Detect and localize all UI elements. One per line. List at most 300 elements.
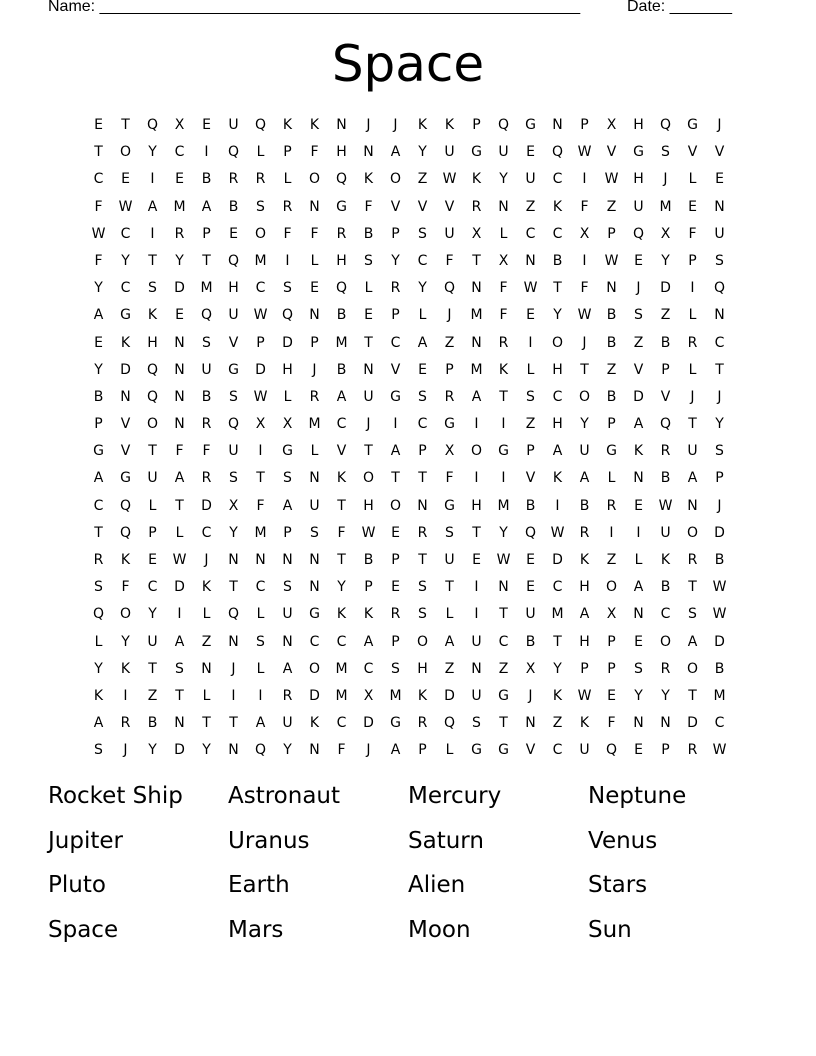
grid-letter: E	[688, 198, 697, 215]
grid-letter: K	[417, 687, 428, 704]
word-bank-item: Uranus	[228, 827, 310, 854]
grid-letter: R	[579, 524, 590, 541]
grid-letter: U	[687, 443, 698, 460]
grid-letter: N	[309, 552, 320, 568]
grid-letter: G	[471, 742, 482, 759]
grid-letter: N	[417, 497, 428, 514]
grid-letter: I	[258, 687, 263, 704]
grid-letter: O	[308, 171, 321, 188]
grid-letter: Z	[147, 687, 158, 704]
grid-letter: L	[364, 280, 373, 297]
grid-letter: Y	[661, 252, 670, 269]
grid-letter: Y	[391, 252, 400, 269]
grid-letter: R	[282, 687, 293, 704]
grid-letter: T	[688, 687, 697, 704]
grid-letter: E	[310, 280, 319, 297]
grid-letter: S	[688, 606, 697, 623]
grid-letter: Y	[418, 144, 427, 161]
grid-letter: O	[605, 579, 618, 596]
grid-letter: W	[253, 307, 268, 324]
grid-letter: U	[579, 443, 590, 460]
grid-letter: P	[94, 416, 103, 433]
grid-letter: B	[660, 334, 671, 351]
grid-letter: D	[282, 334, 293, 351]
grid-letter: F	[310, 144, 319, 161]
grid-letter: V	[336, 443, 347, 460]
grid-letter: L	[310, 443, 319, 460]
grid-letter: K	[633, 443, 644, 460]
grid-letter: V	[606, 144, 617, 161]
grid-letter: O	[254, 225, 267, 242]
grid-letter: H	[417, 660, 428, 677]
grid-letter: O	[578, 388, 591, 405]
grid-letter: N	[282, 552, 293, 568]
grid-letter: B	[714, 552, 725, 568]
grid-letter: V	[687, 144, 698, 161]
grid-letter: C	[309, 633, 320, 650]
grid-letter: P	[661, 361, 670, 378]
grid-letter: H	[579, 579, 590, 596]
grid-letter: Q	[443, 715, 456, 732]
grid-letter: C	[93, 497, 104, 514]
grid-letter: H	[579, 633, 590, 650]
grid-letter: C	[714, 715, 725, 732]
grid-letter: G	[336, 198, 347, 215]
grid-letter: I	[582, 252, 587, 269]
grid-letter: F	[499, 280, 508, 297]
grid-letter: V	[714, 144, 725, 161]
grid-letter: S	[661, 144, 670, 161]
word-bank-item: Neptune	[588, 783, 687, 809]
grid-letter: Y	[121, 633, 130, 650]
grid-letter: F	[283, 225, 292, 242]
grid-letter: G	[309, 606, 320, 623]
grid-letter: I	[177, 606, 182, 623]
grid-letter: Z	[552, 715, 563, 732]
grid-letter: N	[228, 552, 239, 568]
grid-letter: Q	[254, 742, 267, 759]
grid-letter: G	[444, 416, 455, 433]
grid-letter: A	[633, 579, 644, 596]
grid-letter: E	[94, 334, 103, 351]
grid-letter: Y	[94, 660, 103, 677]
grid-letter: C	[336, 416, 347, 433]
grid-letter: N	[687, 497, 698, 514]
grid-letter: S	[526, 388, 535, 405]
grid-letter: B	[660, 579, 671, 596]
grid-letter: C	[120, 280, 131, 297]
grid-letter: R	[687, 552, 698, 568]
grid-letter: R	[390, 280, 401, 297]
grid-letter: P	[391, 552, 400, 568]
grid-letter: O	[146, 416, 159, 433]
grid-letter: D	[201, 497, 212, 514]
grid-letter: G	[498, 443, 509, 460]
grid-letter: V	[417, 198, 428, 215]
grid-letter: C	[147, 579, 158, 596]
grid-letter: Z	[498, 660, 509, 677]
grid-letter: K	[471, 171, 482, 188]
grid-letter: P	[661, 742, 670, 759]
grid-letter: T	[418, 552, 427, 568]
grid-letter: R	[228, 171, 239, 188]
grid-letter: Q	[227, 252, 240, 269]
grid-letter: Q	[92, 606, 105, 623]
grid-letter: A	[687, 470, 698, 487]
grid-letter: I	[555, 497, 560, 514]
grid-letter: Z	[525, 416, 536, 433]
grid-letter: X	[282, 416, 293, 433]
grid-letter: R	[201, 416, 212, 433]
grid-letter: R	[174, 225, 185, 242]
grid-letter: M	[470, 361, 483, 378]
grid-letter: O	[416, 633, 429, 650]
grid-letter: I	[393, 416, 398, 433]
word-bank-item: Earth	[228, 872, 290, 898]
grid-letter: A	[390, 742, 401, 759]
grid-letter: V	[390, 198, 401, 215]
grid-letter: N	[309, 307, 320, 324]
grid-letter: E	[607, 687, 616, 704]
grid-letter: D	[660, 280, 671, 297]
grid-letter: U	[444, 552, 455, 568]
grid-letter: D	[174, 280, 185, 297]
grid-letter: N	[552, 117, 563, 133]
grid-letter: F	[256, 497, 265, 514]
grid-letter: M	[389, 687, 402, 704]
grid-letter: P	[688, 252, 697, 269]
grid-letter: A	[579, 470, 590, 487]
word-bank-item: Moon	[408, 916, 471, 943]
grid-letter: E	[472, 552, 481, 568]
grid-letter: D	[552, 552, 563, 568]
grid-letter: C	[660, 606, 671, 623]
worksheet-header	[48, 0, 732, 16]
grid-letter: O	[659, 633, 672, 650]
grid-letter: Z	[606, 198, 617, 215]
grid-letter: N	[714, 307, 725, 324]
grid-letter: X	[606, 606, 617, 623]
grid-letter: I	[150, 225, 155, 242]
grid-letter: T	[175, 687, 184, 704]
grid-letter: S	[148, 280, 157, 297]
grid-letter: Q	[254, 117, 267, 133]
grid-letter: U	[228, 307, 239, 324]
grid-letter: R	[93, 552, 104, 568]
grid-letter: N	[471, 660, 482, 677]
grid-letter: N	[120, 388, 131, 405]
grid-letter: V	[660, 388, 671, 405]
grid-letter: B	[525, 497, 536, 514]
grid-letter: W	[550, 524, 565, 541]
grid-letter: Q	[227, 144, 240, 161]
grid-letter: E	[634, 742, 643, 759]
grid-letter: Q	[497, 117, 510, 133]
grid-letter: N	[363, 361, 374, 378]
grid-letter: R	[282, 198, 293, 215]
grid-letter: U	[147, 470, 158, 487]
grid-letter: K	[309, 117, 320, 133]
grid-letter: N	[471, 280, 482, 297]
grid-letter: J	[582, 334, 587, 351]
grid-letter: F	[688, 225, 697, 242]
grid-letter: P	[607, 633, 616, 650]
grid-letter: R	[309, 388, 320, 405]
grid-letter: F	[121, 579, 130, 596]
grid-letter: N	[363, 144, 374, 161]
grid-letter: P	[202, 225, 211, 242]
grid-letter: K	[120, 660, 131, 677]
grid-letter: O	[686, 660, 699, 677]
grid-letter: W	[496, 552, 511, 568]
grid-letter: S	[283, 280, 292, 297]
grid-letter: G	[444, 497, 455, 514]
grid-letter: I	[150, 171, 155, 188]
grid-letter: T	[148, 660, 157, 677]
grid-letter: W	[523, 280, 538, 297]
grid-letter: T	[121, 117, 130, 133]
grid-letter: B	[363, 225, 374, 242]
grid-letter: U	[579, 742, 590, 759]
grid-letter: W	[604, 252, 619, 269]
grid-letter: U	[660, 524, 671, 541]
grid-letter: S	[418, 606, 427, 623]
grid-letter: E	[94, 117, 103, 133]
grid-letter: Q	[146, 388, 159, 405]
grid-letter: F	[607, 715, 616, 732]
grid-letter: K	[552, 470, 563, 487]
grid-letter: N	[201, 660, 212, 677]
grid-letter: T	[499, 388, 508, 405]
grid-letter: T	[229, 715, 238, 732]
grid-letter: L	[283, 388, 292, 405]
grid-letter: Q	[713, 280, 726, 297]
grid-letter: Y	[229, 524, 238, 541]
grid-letter: Y	[661, 687, 670, 704]
grid-letter: Y	[148, 144, 157, 161]
grid-letter: L	[418, 307, 427, 324]
grid-letter: E	[148, 552, 157, 568]
grid-letter: B	[336, 361, 347, 378]
grid-letter: G	[282, 443, 293, 460]
grid-letter: W	[577, 687, 592, 704]
grid-letter: A	[147, 198, 158, 215]
grid-letter: Y	[499, 524, 508, 541]
grid-letter: X	[579, 225, 590, 242]
grid-letter: V	[390, 361, 401, 378]
word-bank-item: Saturn	[408, 827, 484, 854]
grid-letter: J	[204, 552, 209, 568]
grid-letter: J	[366, 742, 371, 759]
grid-letter: C	[390, 334, 401, 351]
grid-letter: X	[255, 416, 266, 433]
grid-letter: U	[363, 388, 374, 405]
grid-letter: R	[255, 171, 266, 188]
grid-letter: K	[120, 334, 131, 351]
grid-letter: L	[202, 687, 211, 704]
grid-letter: C	[552, 225, 563, 242]
grid-letter: U	[444, 225, 455, 242]
grid-letter: I	[474, 416, 479, 433]
grid-letter: B	[606, 388, 617, 405]
grid-letter: Q	[146, 117, 159, 133]
grid-letter: T	[202, 715, 211, 732]
grid-letter: A	[255, 715, 266, 732]
grid-letter: C	[552, 579, 563, 596]
grid-letter: H	[336, 144, 347, 161]
grid-letter: M	[200, 280, 213, 297]
word-bank-item: Pluto	[48, 872, 106, 898]
grid-letter: R	[417, 715, 428, 732]
grid-letter: I	[636, 524, 641, 541]
grid-letter: G	[228, 361, 239, 378]
grid-letter: K	[579, 552, 590, 568]
grid-letter: E	[229, 225, 238, 242]
grid-letter: J	[312, 361, 317, 378]
grid-letter: K	[363, 171, 374, 188]
grid-letter: P	[607, 416, 616, 433]
grid-letter: E	[634, 252, 643, 269]
grid-letter: R	[390, 606, 401, 623]
grid-letter: G	[633, 144, 644, 161]
grid-letter: C	[552, 171, 563, 188]
grid-letter: K	[120, 552, 131, 568]
word-bank-item: Sun	[588, 916, 632, 943]
grid-letter: D	[714, 524, 725, 541]
grid-letter: B	[714, 660, 725, 677]
grid-letter: X	[228, 497, 239, 514]
grid-letter: U	[525, 606, 536, 623]
grid-letter: P	[418, 742, 427, 759]
grid-letter: N	[498, 579, 509, 596]
grid-letter: Z	[201, 633, 212, 650]
grid-letter: U	[633, 198, 644, 215]
grid-letter: F	[337, 742, 346, 759]
grid-letter: P	[607, 660, 616, 677]
grid-letter: I	[474, 606, 479, 623]
grid-letter: T	[715, 361, 724, 378]
grid-letter: O	[389, 497, 402, 514]
grid-letter: I	[474, 579, 479, 596]
grid-letter: T	[688, 579, 697, 596]
grid-letter: K	[147, 307, 158, 324]
grid-letter: L	[688, 171, 697, 188]
grid-letter: Y	[94, 361, 103, 378]
grid-letter: U	[201, 361, 212, 378]
grid-letter: U	[309, 497, 320, 514]
grid-letter: T	[499, 715, 508, 732]
grid-letter: Q	[659, 416, 672, 433]
grid-letter: Q	[443, 280, 456, 297]
grid-letter: H	[336, 252, 347, 269]
grid-letter: E	[391, 524, 400, 541]
grid-letter: Y	[94, 280, 103, 297]
grid-letter: N	[174, 334, 185, 351]
grid-letter: C	[714, 334, 725, 351]
grid-letter: T	[94, 144, 103, 161]
grid-letter: A	[282, 497, 293, 514]
grid-letter: A	[687, 633, 698, 650]
grid-letter: T	[337, 497, 346, 514]
grid-letter: A	[444, 633, 455, 650]
grid-letter: W	[712, 579, 727, 596]
grid-letter: I	[501, 470, 506, 487]
grid-letter: B	[552, 252, 563, 269]
grid-letter: H	[228, 280, 239, 297]
grid-letter: L	[256, 144, 265, 161]
grid-letter: F	[202, 443, 211, 460]
grid-letter: H	[633, 171, 644, 188]
grid-letter: T	[256, 470, 265, 487]
grid-letter: P	[445, 361, 454, 378]
grid-letter: B	[606, 307, 617, 324]
grid-letter: V	[525, 742, 536, 759]
grid-letter: J	[717, 388, 722, 405]
grid-letter: J	[393, 117, 398, 133]
grid-letter: T	[94, 524, 103, 541]
grid-letter: P	[472, 117, 481, 133]
grid-letter: H	[552, 416, 563, 433]
grid-letter: A	[417, 334, 428, 351]
grid-letter: Y	[148, 742, 157, 759]
grid-letter: S	[418, 225, 427, 242]
grid-letter: N	[174, 416, 185, 433]
grid-letter: L	[526, 361, 535, 378]
grid-letter: W	[712, 742, 727, 759]
grid-letter: J	[717, 497, 722, 514]
grid-letter: S	[634, 307, 643, 324]
grid-letter: Z	[606, 361, 617, 378]
grid-letter: L	[256, 606, 265, 623]
grid-letter: S	[364, 252, 373, 269]
grid-letter: H	[633, 117, 644, 133]
grid-letter: L	[445, 742, 454, 759]
grid-letter: F	[175, 443, 184, 460]
grid-letter: L	[634, 552, 643, 568]
grid-letter: B	[525, 633, 536, 650]
grid-letter: E	[418, 361, 427, 378]
grid-letter: Y	[715, 416, 724, 433]
grid-letter: O	[308, 660, 321, 677]
grid-letter: T	[472, 524, 481, 541]
grid-letter: U	[444, 144, 455, 161]
grid-letter: A	[471, 388, 482, 405]
grid-letter: C	[552, 388, 563, 405]
grid-letter: G	[93, 443, 104, 460]
grid-letter: E	[526, 144, 535, 161]
grid-letter: D	[255, 361, 266, 378]
grid-letter: F	[445, 470, 454, 487]
grid-letter: N	[471, 334, 482, 351]
grid-letter: S	[418, 388, 427, 405]
grid-letter: F	[499, 307, 508, 324]
grid-letter: W	[253, 388, 268, 405]
letter-grid	[85, 112, 733, 765]
grid-letter: J	[231, 660, 236, 677]
grid-letter: G	[498, 687, 509, 704]
grid-letter: S	[229, 470, 238, 487]
grid-letter: R	[336, 225, 347, 242]
grid-letter: L	[607, 470, 616, 487]
grid-letter: E	[175, 171, 184, 188]
grid-letter: T	[202, 252, 211, 269]
grid-letter: N	[633, 715, 644, 732]
grid-letter: M	[335, 660, 348, 677]
grid-letter: S	[472, 715, 481, 732]
grid-letter: F	[580, 198, 589, 215]
grid-letter: S	[202, 334, 211, 351]
grid-letter: S	[256, 198, 265, 215]
